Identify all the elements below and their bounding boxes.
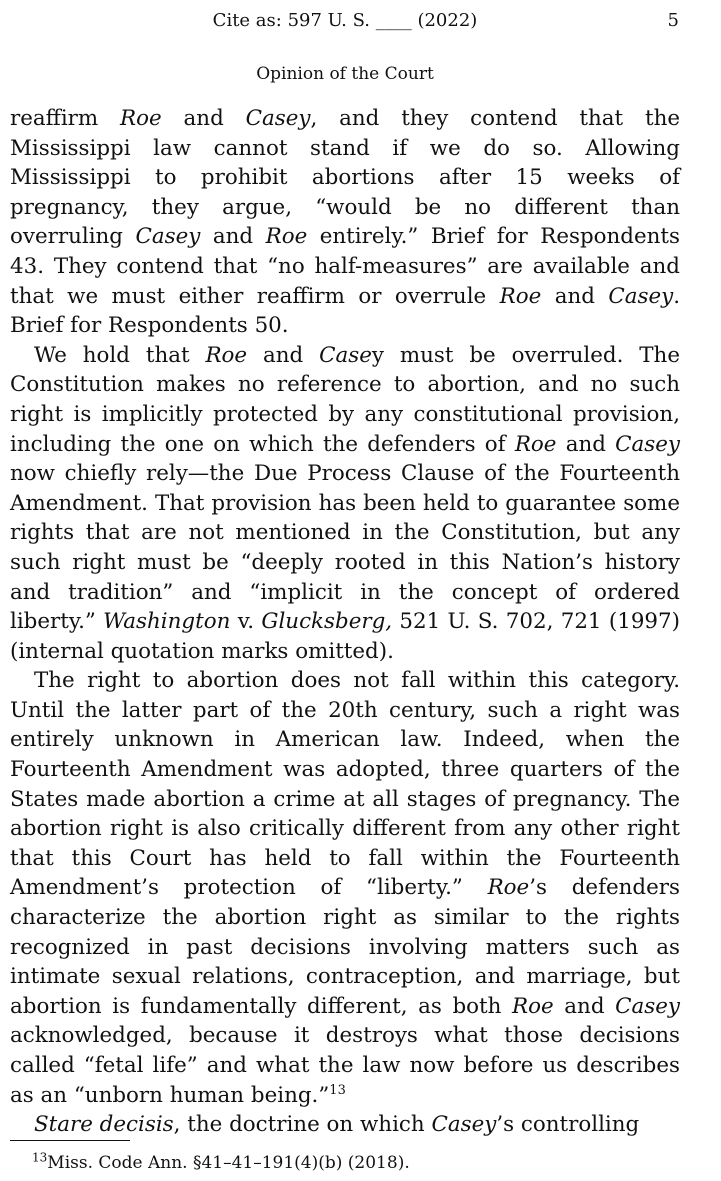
case-name: Casey (135, 224, 201, 250)
text-run: and (553, 993, 616, 1019)
doctrine-term: Stare decisis (34, 1112, 174, 1138)
paragraph-3 (10, 666, 680, 1110)
footnote-divider (10, 1140, 130, 1141)
paragraph-4 (10, 1110, 680, 1140)
paragraph-2 (10, 341, 680, 667)
case-name: Casey (615, 993, 680, 1019)
paragraph-1 (10, 104, 680, 341)
text-run: and (541, 283, 609, 309)
case-name: Casey (431, 1112, 497, 1138)
case-name: Washington (103, 609, 231, 635)
case-name: Glucksberg, (261, 609, 393, 635)
case-name: Casey (608, 283, 674, 309)
case-name: Roe (514, 431, 557, 457)
text-run: 521 U. S. 702, 721 (1997) (internal quotation marks omitted). (10, 609, 680, 664)
footnote-number: 13 (32, 1150, 48, 1165)
case-name: Casey (245, 106, 311, 131)
text-run: acknowledged, because it destroys what those decisions called “fetal life” and what the law now before us describes as an “unborn human being.” (10, 1023, 680, 1108)
text-run: We hold that (34, 342, 206, 368)
text-run: and (161, 106, 246, 131)
case-name: Roe (205, 342, 248, 368)
footnote-text: Miss. Code Ann. §41–41–191(4)(b) (2018). (47, 1153, 410, 1173)
case-name: Roe (499, 283, 542, 309)
case-name: Casey (615, 431, 680, 457)
citation-header: Cite as: 597 U. S. ____ (2022) (212, 10, 478, 31)
running-head (0, 10, 721, 36)
text-run: y must be overruled. The Constitution makes no reference to abortion, and no such right is implicitly protected by any constitutional provision, including the one on which the defenders of (10, 342, 680, 457)
text-run: . Brief for Respondents 50. (10, 283, 680, 339)
text-run: now chiefly rely—the Due Process Clause of the Fourteenth Amendment. That provision has been held to guarantee some rights that are not mentioned in the Constitution, but any such right must be “deeply rooted in this Nation’s history and tradition” and “implicit in the concept of ordered liberty.” (10, 461, 680, 635)
text-run: ’s controlling (496, 1112, 640, 1138)
opinion-label: Opinion of the Court (256, 64, 434, 84)
text-run: v. (230, 609, 262, 635)
footnote-13 (32, 1152, 672, 1174)
case-name: Roe (512, 993, 554, 1019)
page-number: 5 (667, 10, 679, 31)
text-run: and (200, 224, 266, 250)
text-run: , the doctrine on which (173, 1112, 432, 1138)
text-run: ’s defenders characterize the abortion right as similar to the rights recognized in past decisions involving matters such as intimate sexual relations, contraception, and marriage, but abortion is fundamentally different, as both (10, 875, 680, 1019)
case-name: Case (319, 342, 372, 368)
text-run: The right to abortion does not fall within this category. Until the latter part of the 20th century, such a right was entirely unknown in American law. Indeed, when the Fourteenth Amendment was adopted, three quarters of the States made abortion a crime at all stages of pregnancy. The abortion right is also critically different from any other right that this Court has held to fall within the Fourteenth Amendment’s protection of “liberty.” (10, 668, 680, 901)
case-name: Roe (265, 224, 308, 250)
text-run: and (247, 342, 320, 368)
footnote-reference[interactable]: 13 (329, 1082, 346, 1098)
text-run: , and they contend that the Mississippi law cannot stand if we do so. Allowing Mississippi to prohibit abortions after 15 weeks of pregnancy, they argue, “would be no different than overruling (10, 106, 681, 250)
text-run: entirely.” Brief for Respondents 43. They contend that “no half-measures” are available and that we must either reaffirm or overrule (10, 224, 681, 309)
text-run: and (556, 431, 616, 457)
case-name: Roe (487, 875, 530, 901)
case-name: Roe (120, 106, 162, 131)
opinion-body (10, 104, 680, 1140)
text-run: reaffirm (10, 106, 121, 131)
